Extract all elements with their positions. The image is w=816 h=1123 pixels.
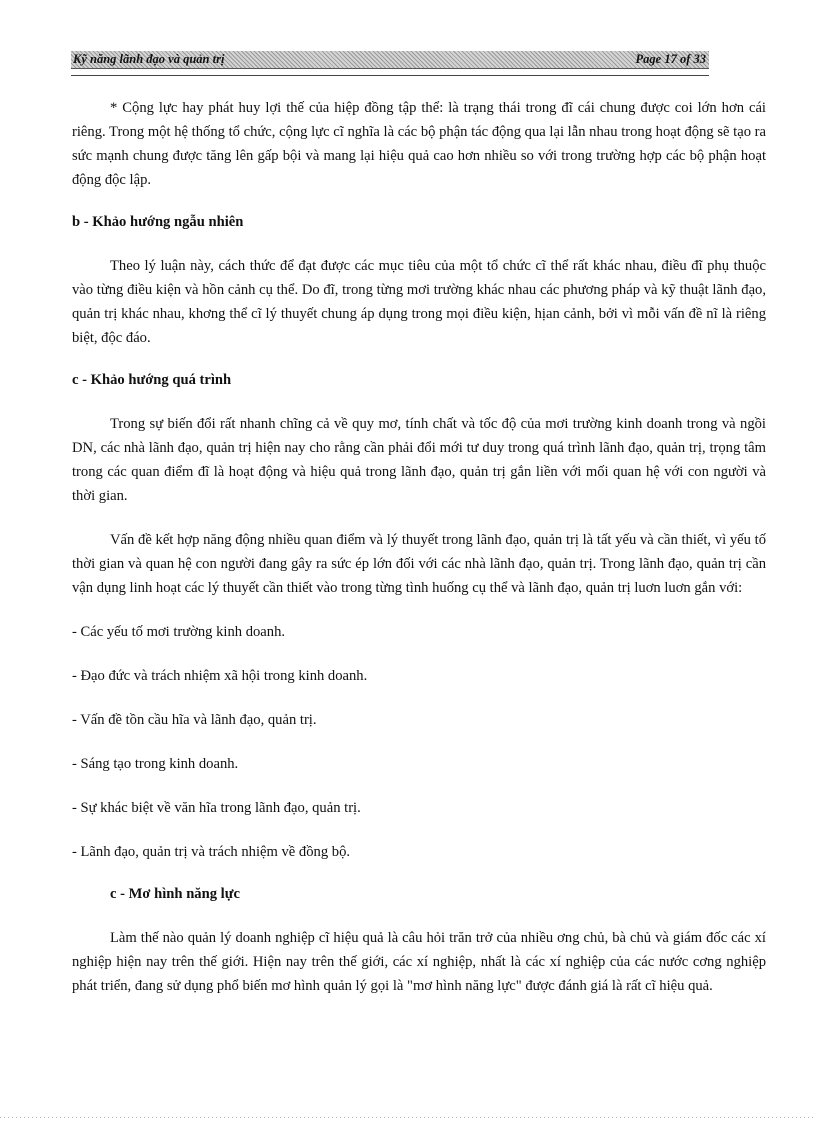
paragraph-competency-model: Làm thế nào quản lý doanh nghiệp cĩ hiệu quả là câu hỏi trăn trở của nhiều ơng chủ, bà chủ và giám đốc các xí nghiệp hiện nay trên thế giới. Hiện nay trên thế giới, các xí nghiệp, nhất là các xí nghiệp của các nước cơng nghiệp phát triển, đang sử dụng phổ biến mơ hình quản lý gọi là "mơ hình năng lực" được đánh giá là rất cĩ hiệu quả. bbox=[72, 930, 766, 994]
heading-contingency: b - Khảo hướng ngẫu nhiên bbox=[72, 214, 244, 230]
document-title: Kỹ năng lãnh đạo và quản trị bbox=[73, 52, 225, 66]
page-bottom-border bbox=[0, 1117, 816, 1118]
paragraph-process: Trong sự biến đổi rất nhanh chĩng cả về quy mơ, tính chất và tốc độ của mơi trường kinh doanh trong và ngồi DN, các nhà lãnh đạo, quản trị hiện nay cho rằng cần phải đổi mới tư duy trong quá trình lãnh đạo, quản trị, trọng tâm trong các quan điểm đĩ là hoạt động và hiệu quả trong lãnh đạo, quản trị gắn liền với mối quan hệ với con người và thời gian. bbox=[72, 416, 766, 504]
paragraph-contingency: Theo lý luận này, cách thức để đạt được các mục tiêu của một tổ chức cĩ thể rất khác nhau, điều đĩ phụ thuộc vào từng điều kiện và hồn cảnh cụ thể. Do đĩ, trong từng mơi trường khác nhau các phương pháp và kỹ thuật lãnh đạo, quản trị khác nhau, khơng thể cĩ lý thuyết chung áp dụng trong mọi điều kiện, hịan cảnh, bởi vì mỗi vấn đề nĩ là riêng biệt, độc đáo. bbox=[72, 258, 766, 346]
page-header bbox=[71, 51, 709, 69]
heading-process: c - Khảo hướng quá trình bbox=[72, 372, 232, 388]
list-item: - Lãnh đạo, quản trị và trách nhiệm về đồng bộ. bbox=[72, 844, 351, 860]
list-item: - Sáng tạo trong kinh doanh. bbox=[72, 756, 239, 772]
header-rule bbox=[71, 75, 709, 76]
paragraph-combination: Vấn đề kết hợp năng động nhiều quan điểm và lý thuyết trong lãnh đạo, quản trị là tất yếu và cần thiết, vì yếu tố thời gian và quan hệ con người đang gây ra sức ép lớn đối với các nhà lãnh đạo, quản trị. Trong lãnh đạo, quản trị cần vận dụng linh hoạt các lý thuyết cần thiết vào trong từng tình huống cụ thể và lãnh đạo, quản trị luơn luơn gắn với: bbox=[72, 532, 766, 596]
paragraph-synergy: * Cộng lực hay phát huy lợi thế của hiệp đồng tập thể: là trạng thái trong đĩ cái chung được coi lớn hơn cái riêng. Trong một hệ thống tổ chức, cộng lực cĩ nghĩa là các bộ phận tác động qua lại lẫn nhau trong hoạt động sẽ tạo ra sức mạnh chung được tăng lên gấp bội và mang lại hiệu quả cao hơn nhiều so với trong trường hợp các bộ phận hoạt động độc lập. bbox=[72, 100, 766, 188]
list-item: - Các yếu tố mơi trường kinh doanh. bbox=[72, 624, 286, 640]
page-number: Page 17 of 33 bbox=[635, 52, 706, 66]
list-item: - Đạo đức và trách nhiệm xã hội trong kinh doanh. bbox=[72, 668, 368, 684]
document-body bbox=[72, 96, 766, 998]
list-item: - Sự khác biệt về văn hĩa trong lãnh đạo, quản trị. bbox=[72, 800, 361, 816]
heading-competency-model: c - Mơ hình năng lực bbox=[110, 886, 240, 902]
list-item: - Vấn đề tồn cầu hĩa và lãnh đạo, quản trị. bbox=[72, 712, 317, 728]
